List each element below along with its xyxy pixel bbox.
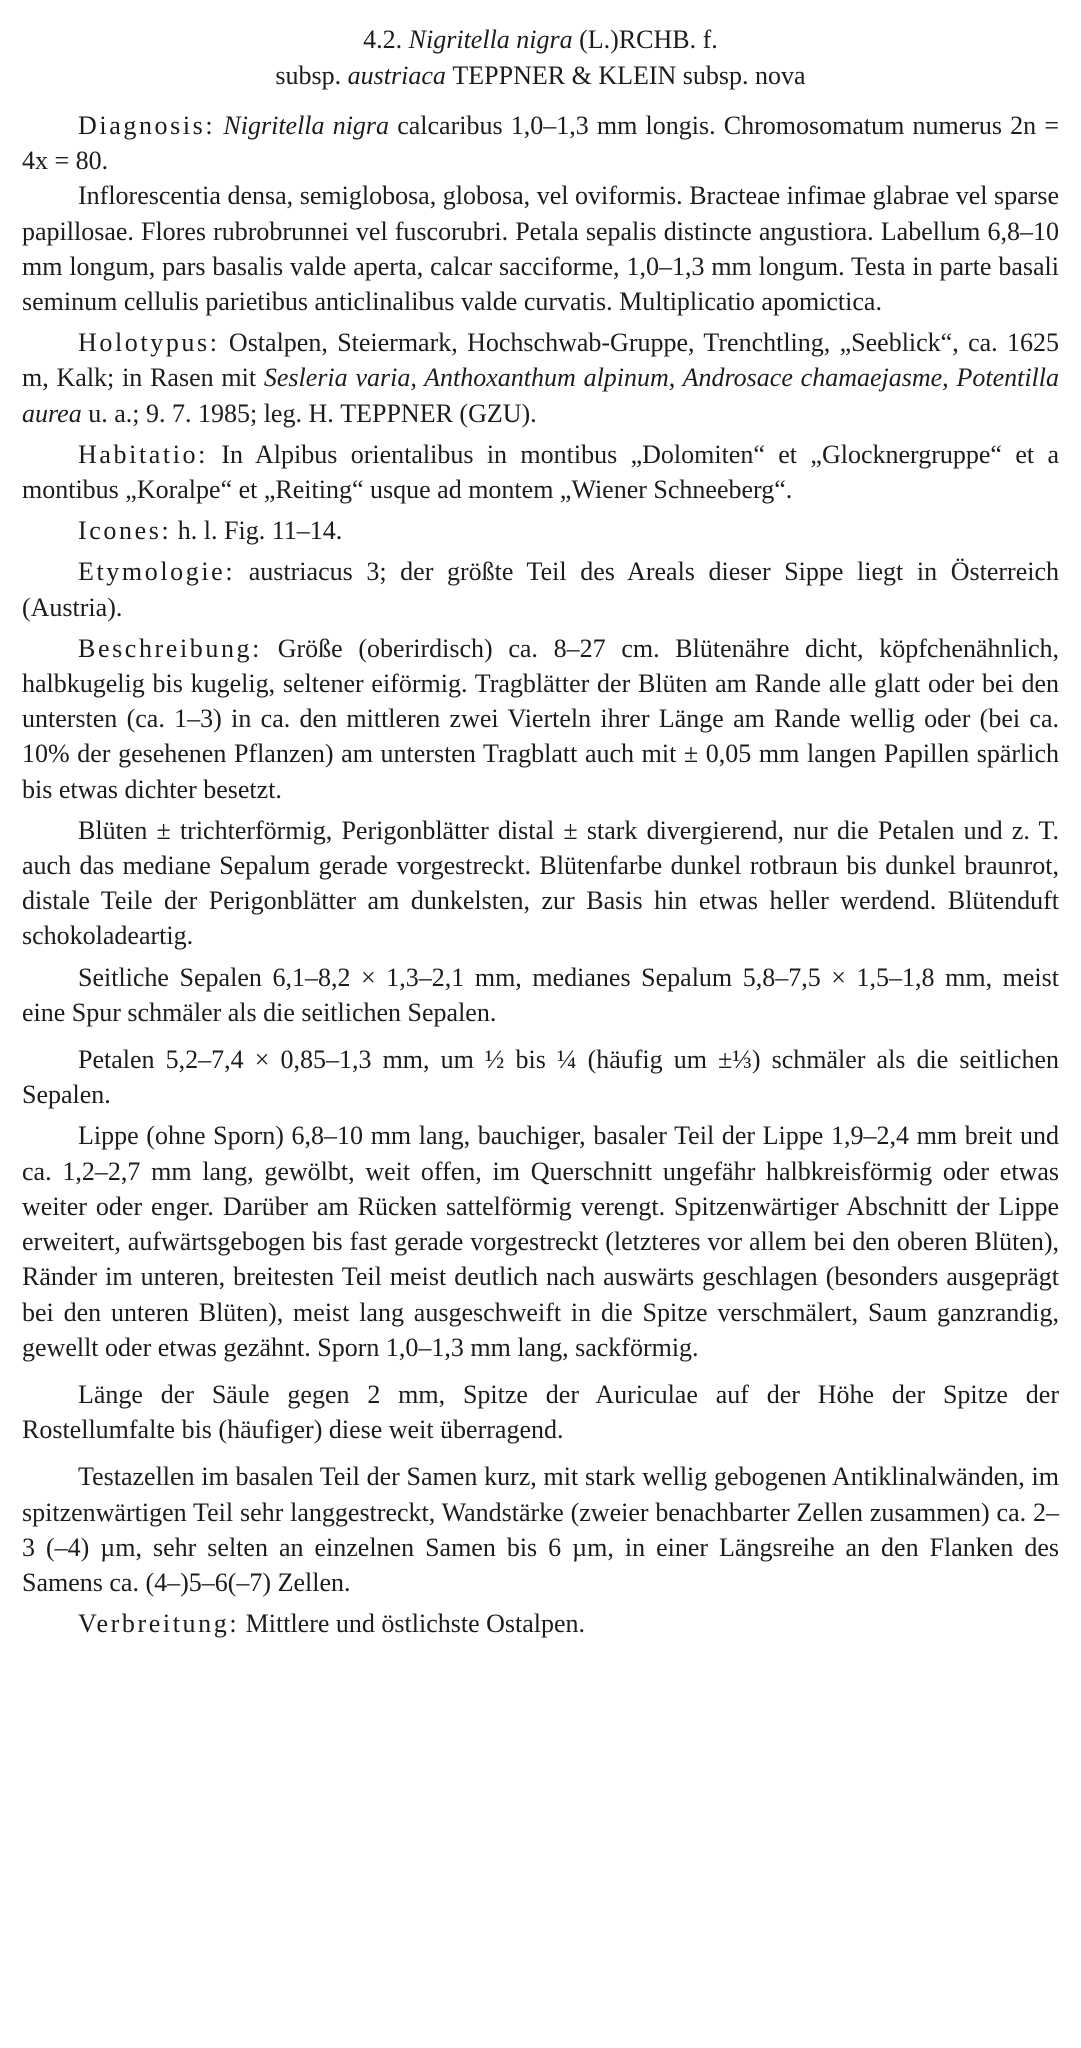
verbreitung-text: Mittlere und östlichste Ostalpen. xyxy=(245,1609,586,1639)
subsp-label: subsp. xyxy=(275,61,342,90)
heading-line-subspecies xyxy=(22,58,1059,94)
holotypus-text-a: Ostalpen, Steiermark, Hochschwab-Gruppe, Trenchtling, „Seeblick“, ca. 1625 m, Kalk; in Rasen mit xyxy=(22,328,1059,393)
lippe-paragraph: Lippe (ohne Sporn) 6,8–10 mm lang, bauchiger, basaler Teil der Lippe 1,9–2,4 mm breit und ca. 1,2–2,7 mm lang, gewölbt, weit offen, im Querschnitt ungefähr halbkreisförmig oder etwas weiter oder enger. Darüber am Rücken sattelförmig verengt. Spitzenwärtiger Abschnitt der Lippe erweitert, aufwärtsgebogen bis fast gerade vorgestreckt (letzteres vor allem bei den oberen Blüten), Ränder im unteren, breitesten Teil meist deutlich nach auswärts geschlagen (besonders ausgeprägt bei den unteren Blüten), meist lang ausgeschweift in die Spitze verschmälert, Saum ganzrandig, gewellt oder etwas gezähnt. Sporn 1,0–1,3 mm lang, sackförmig. xyxy=(22,1121,1059,1362)
diagnosis-text-1: calcaribus 1,0–1,3 mm longis. Chromosomatum numerus 2n = 4x = 80. xyxy=(22,111,1060,176)
holotypus-paragraph xyxy=(22,325,1059,431)
diagnosis-species: Nigritella nigra xyxy=(223,111,390,140)
etymologie-lead: Etymologie: xyxy=(78,557,236,587)
beschreibung-lead: Beschreibung: xyxy=(78,633,262,663)
verbreitung-lead: Verbreitung: xyxy=(78,1609,240,1639)
sepalen-paragraph: Seitliche Sepalen 6,1–8,2 × 1,3–2,1 mm, medianes Sepalum 5,8–7,5 × 1,5–1,8 mm, meist eine Spur schmäler als die seitlichen Sepalen. xyxy=(22,962,1059,1027)
species-name: Nigritella nigra xyxy=(408,25,573,54)
habitatio-lead: Habitatio: xyxy=(78,439,208,469)
icones-lead: Icones: xyxy=(78,516,172,546)
subspecies-name: austriaca xyxy=(347,61,446,90)
etymologie-paragraph xyxy=(22,554,1059,624)
testazellen-paragraph: Testazellen im basalen Teil der Samen kurz, mit stark wellig gebogenen Antiklinalwänden, im spitzenwärtigen Teil sehr langgestreckt, Wandstärke (zweier benachbarter Zellen zusammen) ca. 2–3 (–4) µm, sehr selten an einzelnen Samen bis 6 µm, in einer Längsreihe an den Flanken des Samens ca. (4–)5–6(–7) Zellen. xyxy=(22,1462,1059,1597)
subspecies-authors: TEPPNER & KLEIN xyxy=(452,61,677,90)
heading-line-species xyxy=(22,22,1059,58)
holotypus-lead: Holotypus: xyxy=(78,328,220,358)
holotypus-text-b: u. a.; 9. 7. 1985; leg. H. xyxy=(88,398,334,428)
diagnosis-paragraph xyxy=(22,108,1059,178)
diagnosis-latin-paragraph: Inflorescentia densa, semiglobosa, globosa, vel oviformis. Bracteae infimae glabrae vel sparse papillosae. Flores rubrobrunnei vel fuscorubri. Petala sepalis distincte angustiora. Labellum 6,8–10 mm longum, pars basalis valde aperta, calcar sacciforme, 1,0–1,3 mm longum. Testa in parte basali seminum cellulis parietibus anticlinalibus valde curvatis. Multiplicatio apomictica. xyxy=(22,181,1059,317)
species-authority: (L.)RCHB. f. xyxy=(579,25,718,54)
beschreibung-paragraph xyxy=(22,631,1059,807)
section-number: 4.2. xyxy=(363,25,403,54)
beschreibung-text: Größe (oberirdisch) ca. 8–27 cm. Blütenähre dicht, köpfchenähnlich, halbkugelig bis kugelig, seltener eiförmig. Tragblätter der Blüten am Rande alle glatt oder bei den untersten (ca. 1–3) in ca. den mittleren zwei Vierteln ihrer Länge am Rande wellig oder (bei ca. 10% der gesehenen Pflanzen) am untersten Tragblatt auch mit ± 0,05 mm langen Papillen spärlich bis etwas dichter besetzt. xyxy=(22,633,1060,804)
holotypus-taxa: Sesleria varia, Anthoxanthum alpinum, Androsace chamaejasme, Potentilla aurea xyxy=(22,363,1060,428)
holotypus-herbarium: (GZU). xyxy=(459,398,537,428)
section-heading xyxy=(22,22,1059,94)
holotypus-collector: TEPPNER xyxy=(340,398,453,428)
etymologie-text: austriacus 3; der größte Teil des Areals dieser Sippe liegt in Österreich (Austria). xyxy=(22,557,1059,622)
subsp-nova: subsp. nova xyxy=(682,61,806,90)
verbreitung-paragraph xyxy=(22,1606,1059,1641)
habitatio-text: In Alpibus orientalibus in montibus „Dolomiten“ et „Glocknergruppe“ et a montibus „Koralpe“ et „Reiting“ usque ad montem „Wiener Schneeberg“. xyxy=(22,439,1060,505)
habitatio-paragraph xyxy=(22,437,1059,507)
icones-text: h. l. Fig. 11–14. xyxy=(177,516,343,546)
bluten-paragraph: Blüten ± trichterförmig, Perigonblätter distal ± stark divergierend, nur die Petalen und z. T. auch das mediane Sepalum gerade vorgestreckt. Blütenfarbe dunkel rotbraun bis dunkel braunrot, distale Teile der Perigonblätter am dunkelsten, zur Basis hin etwas heller werdend. Blütenduft schokoladeartig. xyxy=(22,815,1059,951)
diagnosis-lead: Diagnosis: xyxy=(78,111,216,140)
saule-paragraph: Länge der Säule gegen 2 mm, Spitze der Auriculae auf der Höhe der Spitze der Rostellumfalte bis (häufiger) diese weit überragend. xyxy=(22,1379,1059,1445)
petalen-paragraph: Petalen 5,2–7,4 × 0,85–1,3 mm, um ½ bis ¼ (häufig um ±⅓) schmäler als die seitlichen Sepalen. xyxy=(22,1045,1059,1110)
icones-paragraph xyxy=(22,513,1059,548)
